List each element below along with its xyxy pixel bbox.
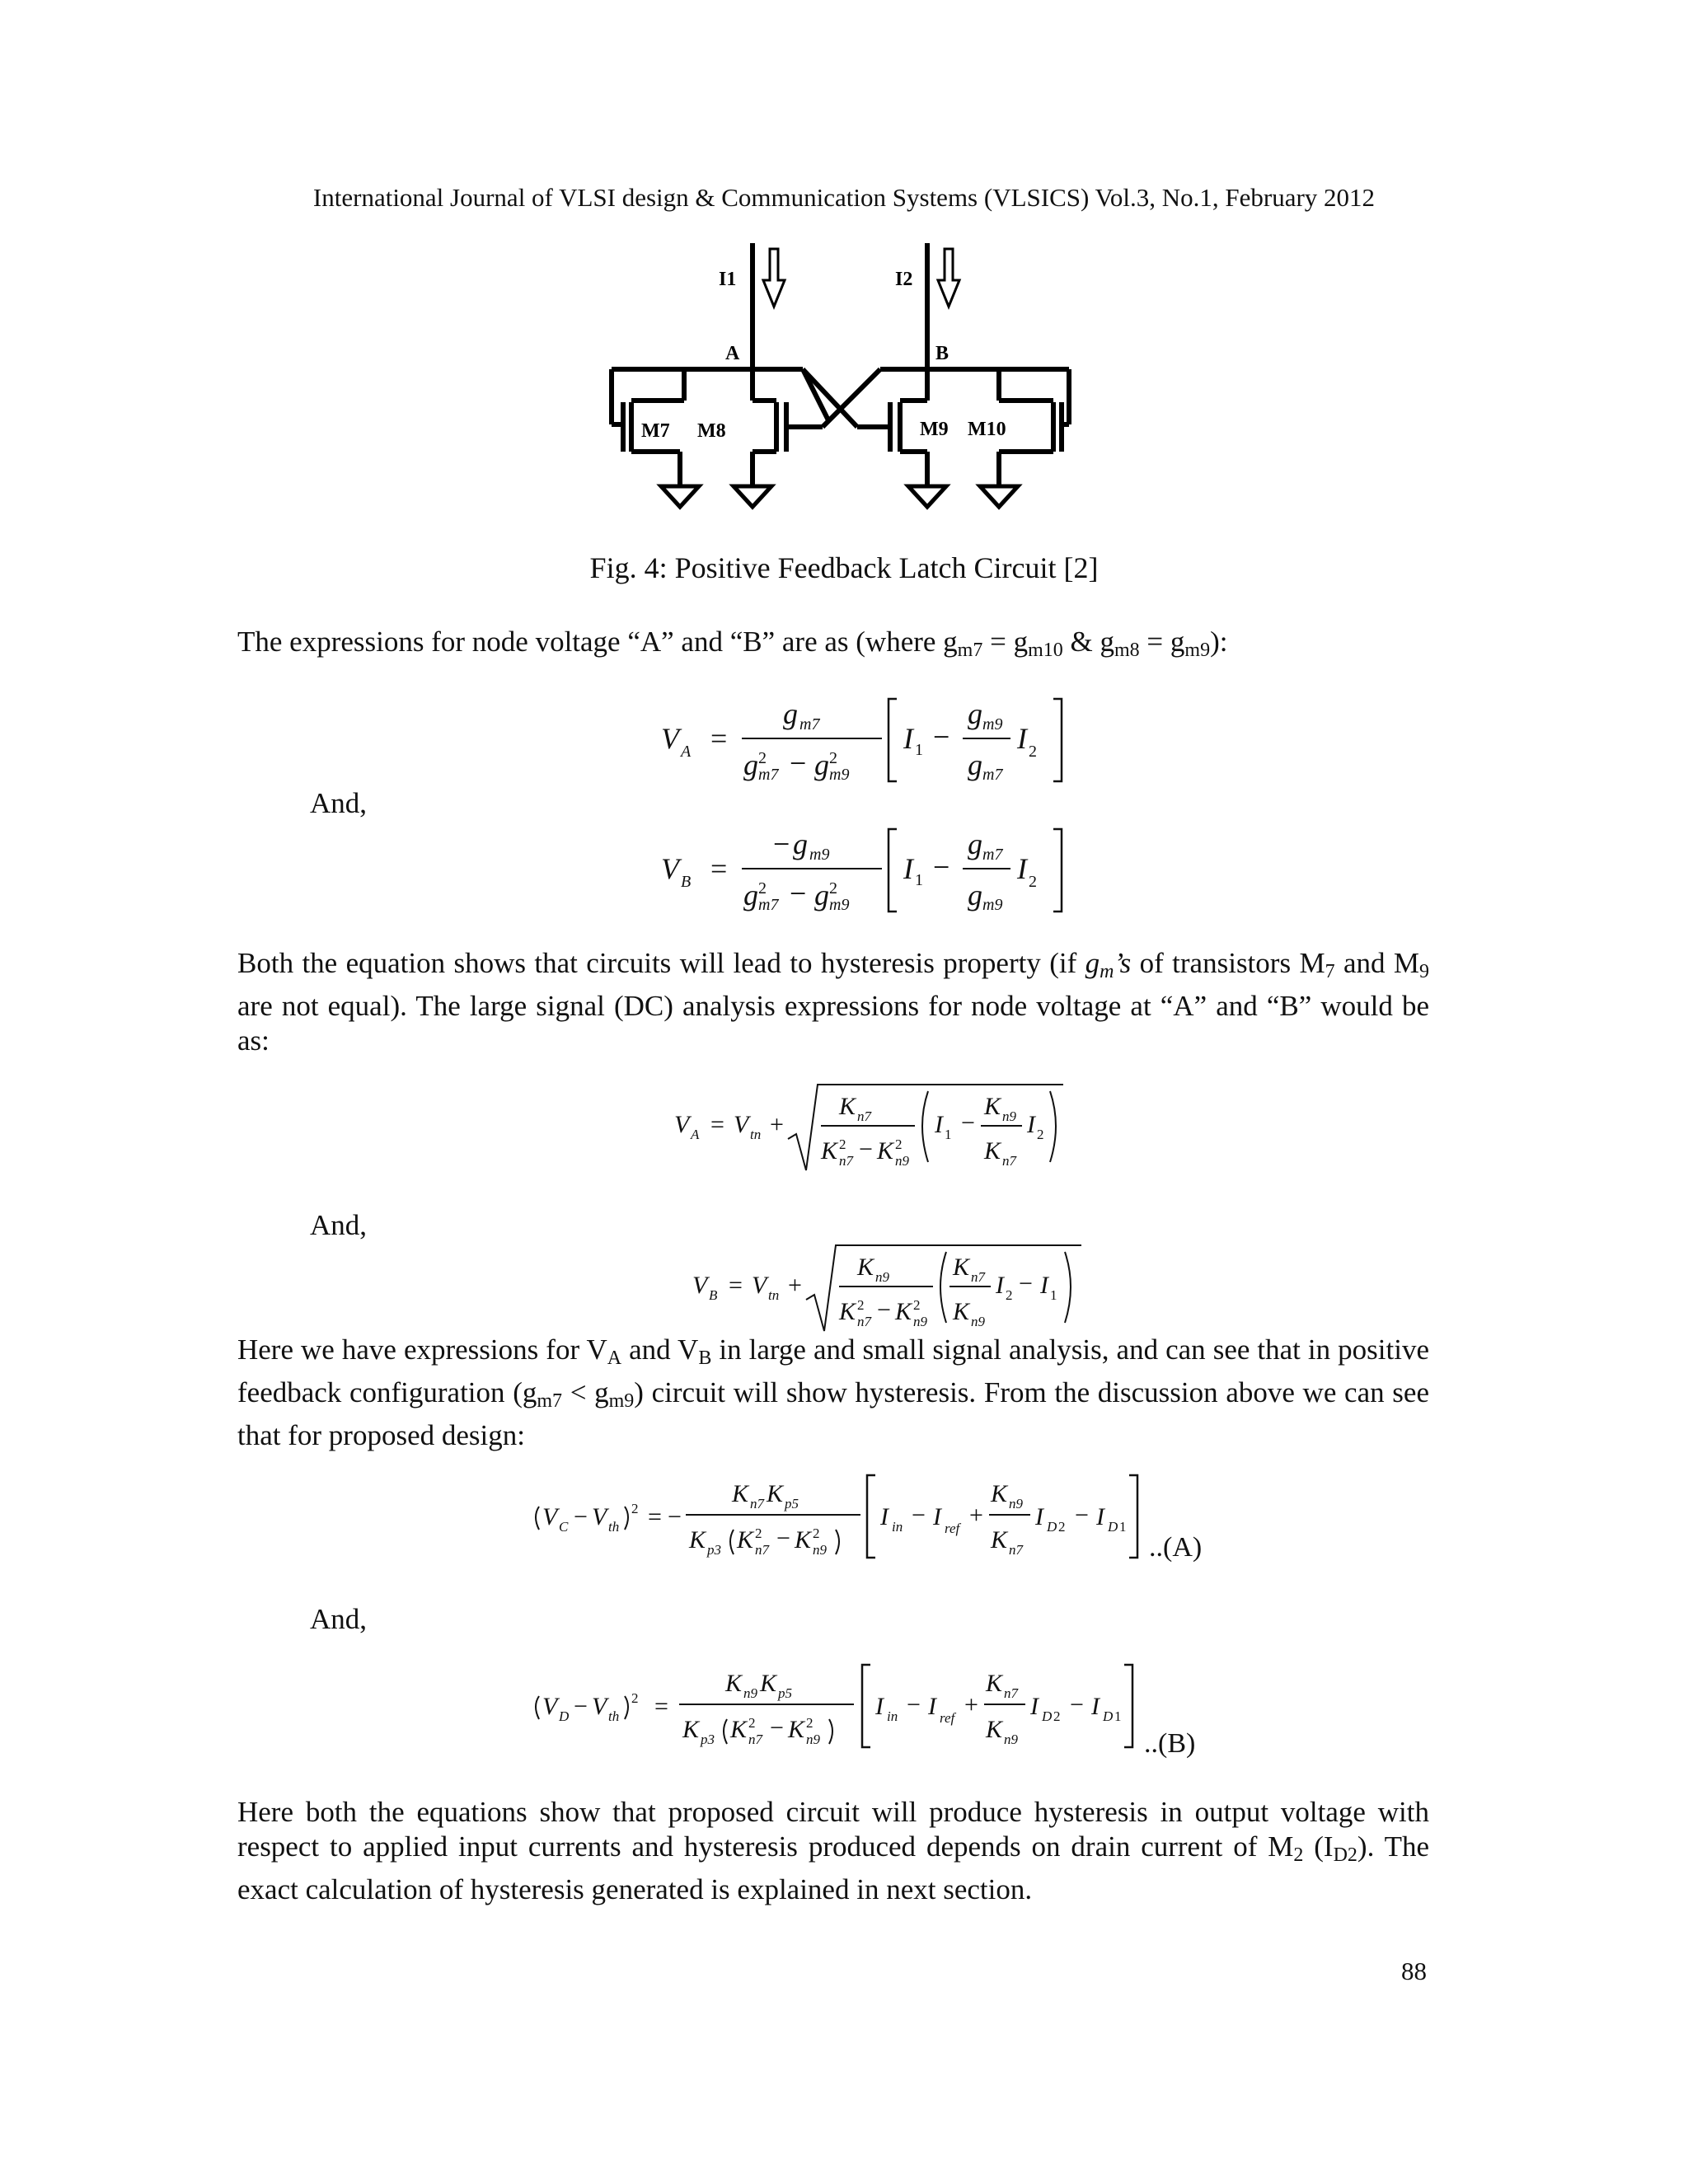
svg-text:2: 2 [755, 1526, 762, 1541]
svg-text:−: − [770, 1714, 784, 1741]
svg-text:n9: n9 [1009, 1496, 1023, 1511]
svg-text:K: K [984, 1137, 1001, 1165]
current-label-i1: I1 [719, 269, 737, 290]
svg-text:K: K [986, 1670, 1003, 1697]
svg-text:g: g [793, 827, 808, 860]
svg-text:K: K [730, 1716, 748, 1743]
svg-text:1: 1 [1119, 1519, 1127, 1535]
svg-text:1: 1 [945, 1127, 952, 1142]
svg-text:I: I [880, 1503, 889, 1530]
connector-and-3: And, [310, 1603, 368, 1635]
svg-text:ref: ref [940, 1710, 955, 1726]
svg-text:n9: n9 [743, 1685, 757, 1701]
equation-va-large-signal [668, 1080, 1080, 1175]
svg-text:V: V [592, 1693, 607, 1720]
svg-text:−: − [1019, 1270, 1033, 1297]
svg-text:g: g [743, 748, 758, 781]
svg-text:I: I [1096, 1503, 1104, 1530]
svg-text:p3: p3 [707, 1542, 721, 1558]
svg-text:V: V [542, 1503, 558, 1530]
svg-text:V: V [592, 1503, 607, 1530]
svg-text:+: + [788, 1272, 802, 1299]
svg-text:n7: n7 [857, 1108, 871, 1124]
svg-text:n9: n9 [813, 1542, 827, 1558]
svg-text:n9: n9 [971, 1314, 985, 1329]
svg-text:2: 2 [1029, 873, 1037, 891]
svg-text:K: K [857, 1254, 874, 1281]
svg-text:2: 2 [806, 1715, 814, 1731]
svg-text:n7: n7 [971, 1269, 985, 1285]
equation-b [531, 1657, 1240, 1764]
paragraph-3: Here we have expressions for $V_A$ and $V_B$ in large and small signal analysis, and can see that in positive feedback configuration $(g_{m7} < g_{m9})$ circuit will show hysteresis. From the discussion above we can see that for proposed design: [237, 1333, 1429, 1451]
svg-text:D: D [1047, 1519, 1057, 1535]
svg-text:2: 2 [631, 1501, 639, 1516]
svg-text:2: 2 [895, 1137, 903, 1152]
svg-text:2: 2 [829, 879, 837, 898]
svg-text:n7: n7 [1002, 1153, 1016, 1169]
svg-text:2: 2 [1037, 1127, 1044, 1142]
svg-text:K: K [839, 1093, 856, 1120]
svg-text:=: = [710, 722, 728, 755]
svg-text:−: − [877, 1296, 891, 1324]
svg-text:I: I [1017, 852, 1027, 885]
svg-text:K: K [895, 1298, 912, 1325]
svg-text:1: 1 [915, 741, 923, 759]
svg-text:I: I [928, 1693, 936, 1720]
svg-text:2: 2 [758, 879, 767, 898]
svg-text:V: V [752, 1272, 767, 1299]
svg-text:m9: m9 [982, 715, 1003, 733]
svg-text:2: 2 [829, 749, 837, 767]
paragraph-2: Both the equation shows that circuits will lead to hysteresis property (if $g_m’s$ of transistors $M_7$ and $M_9$ are not equal). The large signal (DC) analysis expressions for node voltage at “A” and “B” would be as: [237, 947, 1430, 1057]
svg-text:n9: n9 [913, 1314, 927, 1329]
svg-text:A: A [681, 743, 692, 761]
svg-text:p5: p5 [785, 1496, 799, 1511]
svg-text:g: g [783, 697, 798, 730]
svg-text:D: D [1042, 1708, 1053, 1724]
svg-text:−: − [907, 1691, 921, 1718]
equation-b-label: ..(B) [1144, 1728, 1196, 1759]
svg-text:1: 1 [1050, 1287, 1057, 1303]
svg-text:p3: p3 [701, 1732, 715, 1747]
svg-text:K: K [953, 1298, 970, 1325]
svg-text:2: 2 [857, 1297, 865, 1313]
svg-text:m7: m7 [982, 766, 1003, 784]
svg-text:V: V [734, 1111, 749, 1138]
svg-text:n7: n7 [750, 1496, 764, 1511]
svg-text:m9: m9 [809, 846, 830, 864]
svg-text:I: I [1027, 1111, 1035, 1138]
transistor-label-m9: M9 [920, 419, 949, 440]
svg-text:+: + [964, 1691, 978, 1718]
svg-text:g: g [968, 827, 982, 860]
svg-text:A: A [691, 1127, 700, 1142]
equation-vb-small-signal [651, 823, 1096, 921]
paragraph-4: Here both the equations show that proposed circuit will produce hysteresis in output voltage with respect to applied input currents and hysteresis produced depends on drain current of $M_2$ $(I_{D2})$. The exact calculation of hysteresis generated is explained in next section. [237, 1796, 1429, 1905]
equation-a [531, 1467, 1240, 1566]
svg-text:n7: n7 [1009, 1542, 1023, 1558]
node-label-a: A [725, 343, 740, 364]
svg-text:n9: n9 [895, 1153, 909, 1169]
svg-text:−: − [1075, 1502, 1089, 1529]
svg-text:K: K [682, 1716, 700, 1743]
svg-text:n9: n9 [1002, 1108, 1016, 1124]
page-number: 88 [1401, 1957, 1427, 1985]
svg-text:m9: m9 [829, 766, 850, 784]
svg-text:1: 1 [1114, 1708, 1122, 1724]
svg-text:m9: m9 [829, 896, 850, 914]
svg-text:−: − [912, 1502, 926, 1529]
svg-text:n9: n9 [1004, 1732, 1018, 1747]
svg-text:=: = [710, 1111, 724, 1138]
transistor-label-m8: M8 [697, 420, 726, 442]
svg-text:2: 2 [1029, 743, 1037, 761]
svg-text:K: K [725, 1670, 743, 1697]
svg-text:m7: m7 [758, 896, 779, 914]
svg-text:I: I [1035, 1503, 1043, 1530]
svg-text:V: V [674, 1111, 690, 1138]
transistor-label-m10: M10 [968, 419, 1006, 440]
figure-caption: Fig. 4: Positive Feedback Latch Circuit [2] [589, 551, 1099, 584]
svg-text:K: K [732, 1480, 749, 1507]
svg-text:n7: n7 [1004, 1685, 1018, 1701]
svg-text:g: g [814, 748, 829, 781]
svg-text:I: I [1040, 1272, 1048, 1299]
svg-text:I: I [1017, 722, 1027, 755]
svg-text:C: C [559, 1519, 569, 1535]
svg-text:th: th [608, 1708, 620, 1724]
svg-text:V: V [661, 722, 679, 755]
svg-text:2: 2 [1053, 1708, 1061, 1724]
connector-and-2: And, [310, 1209, 368, 1241]
svg-text:K: K [839, 1298, 856, 1325]
svg-text:2: 2 [758, 749, 767, 767]
svg-text:K: K [877, 1137, 894, 1165]
svg-text:p5: p5 [778, 1685, 792, 1701]
svg-text:K: K [767, 1480, 784, 1507]
svg-text:m9: m9 [982, 896, 1003, 914]
connector-and-1: And, [310, 787, 368, 819]
svg-text:I: I [1091, 1693, 1100, 1720]
svg-text:−: − [790, 747, 807, 780]
svg-text:g: g [743, 879, 758, 912]
svg-text:I: I [903, 722, 913, 755]
svg-text:g: g [814, 879, 829, 912]
svg-text:n7: n7 [748, 1732, 762, 1747]
svg-text:m7: m7 [982, 846, 1003, 864]
current-label-i2: I2 [895, 269, 913, 290]
svg-text:−: − [790, 877, 807, 910]
svg-text:D: D [559, 1708, 570, 1724]
svg-text:V: V [692, 1272, 708, 1299]
svg-text:g: g [968, 879, 982, 912]
svg-text:g: g [968, 748, 982, 781]
svg-text:K: K [953, 1254, 970, 1281]
equation-a-label: ..(A) [1149, 1532, 1203, 1563]
svg-text:K: K [986, 1716, 1003, 1743]
svg-text:−: − [668, 1503, 682, 1530]
running-header: International Journal of VLSI design & Communication Systems (VLSICS) Vol.3, No.1, February 2012 [312, 183, 1376, 212]
svg-text:n7: n7 [839, 1153, 853, 1169]
equation-va-small-signal [651, 692, 1096, 791]
svg-text:B: B [681, 873, 692, 891]
svg-text:2: 2 [913, 1297, 921, 1313]
svg-text:=: = [648, 1503, 662, 1530]
paragraph-1: The expressions for node voltage “A” and “B” are as (where $g_{m7} = g_{m10}$ & $g_{m8} = g_{m9}$): [237, 626, 1228, 661]
svg-text:V: V [542, 1693, 558, 1720]
svg-text:D: D [1103, 1708, 1114, 1724]
svg-text:m7: m7 [758, 766, 779, 784]
svg-text:=: = [710, 852, 728, 885]
svg-text:th: th [608, 1519, 620, 1535]
svg-text:2: 2 [1058, 1519, 1066, 1535]
svg-text:2: 2 [748, 1715, 756, 1731]
svg-text:I: I [996, 1272, 1004, 1299]
node-label-b: B [935, 343, 950, 364]
svg-text:D: D [1108, 1519, 1118, 1535]
svg-text:tn: tn [750, 1127, 762, 1142]
svg-text:−: − [574, 1503, 588, 1530]
svg-text:B: B [709, 1287, 718, 1303]
svg-text:2: 2 [813, 1526, 820, 1541]
svg-text:in: in [892, 1519, 903, 1535]
latch-circuit-figure [602, 239, 1088, 519]
svg-text:=: = [729, 1272, 743, 1299]
svg-text:−: − [859, 1136, 873, 1163]
svg-text:K: K [991, 1526, 1008, 1554]
svg-text:1: 1 [915, 871, 923, 889]
svg-text:in: in [887, 1708, 898, 1724]
svg-text:I: I [1030, 1693, 1039, 1720]
svg-text:−: − [961, 1109, 975, 1137]
svg-text:K: K [795, 1526, 812, 1554]
svg-text:K: K [991, 1480, 1008, 1507]
svg-text:−: − [933, 851, 950, 883]
svg-text:K: K [689, 1526, 706, 1554]
svg-text:I: I [903, 852, 913, 885]
equation-vb-large-signal [686, 1240, 1098, 1336]
svg-text:−: − [574, 1693, 588, 1720]
svg-text:K: K [737, 1526, 754, 1554]
svg-text:ref: ref [945, 1521, 960, 1536]
svg-text:=: = [654, 1693, 668, 1720]
svg-text:−: − [773, 827, 790, 860]
svg-text:2: 2 [839, 1137, 846, 1152]
svg-text:−: − [776, 1525, 790, 1552]
svg-text:K: K [984, 1093, 1001, 1120]
svg-text:g: g [968, 697, 982, 730]
svg-text:tn: tn [768, 1287, 780, 1303]
svg-text:I: I [875, 1693, 884, 1720]
svg-text:2: 2 [631, 1690, 639, 1706]
svg-text:V: V [661, 852, 679, 885]
svg-text:n9: n9 [806, 1732, 820, 1747]
svg-text:+: + [770, 1111, 784, 1138]
svg-text:K: K [788, 1716, 805, 1743]
svg-text:n9: n9 [875, 1269, 889, 1285]
svg-text:n7: n7 [857, 1314, 871, 1329]
svg-text:K: K [821, 1137, 838, 1165]
svg-text:n7: n7 [755, 1542, 769, 1558]
svg-text:K: K [760, 1670, 777, 1697]
svg-text:2: 2 [1006, 1287, 1013, 1303]
transistor-label-m7: M7 [641, 420, 670, 442]
svg-text:I: I [933, 1503, 941, 1530]
svg-text:+: + [969, 1502, 983, 1529]
svg-text:−: − [933, 720, 950, 753]
svg-text:m7: m7 [799, 715, 820, 733]
svg-text:−: − [1070, 1691, 1084, 1718]
svg-text:I: I [935, 1111, 943, 1138]
